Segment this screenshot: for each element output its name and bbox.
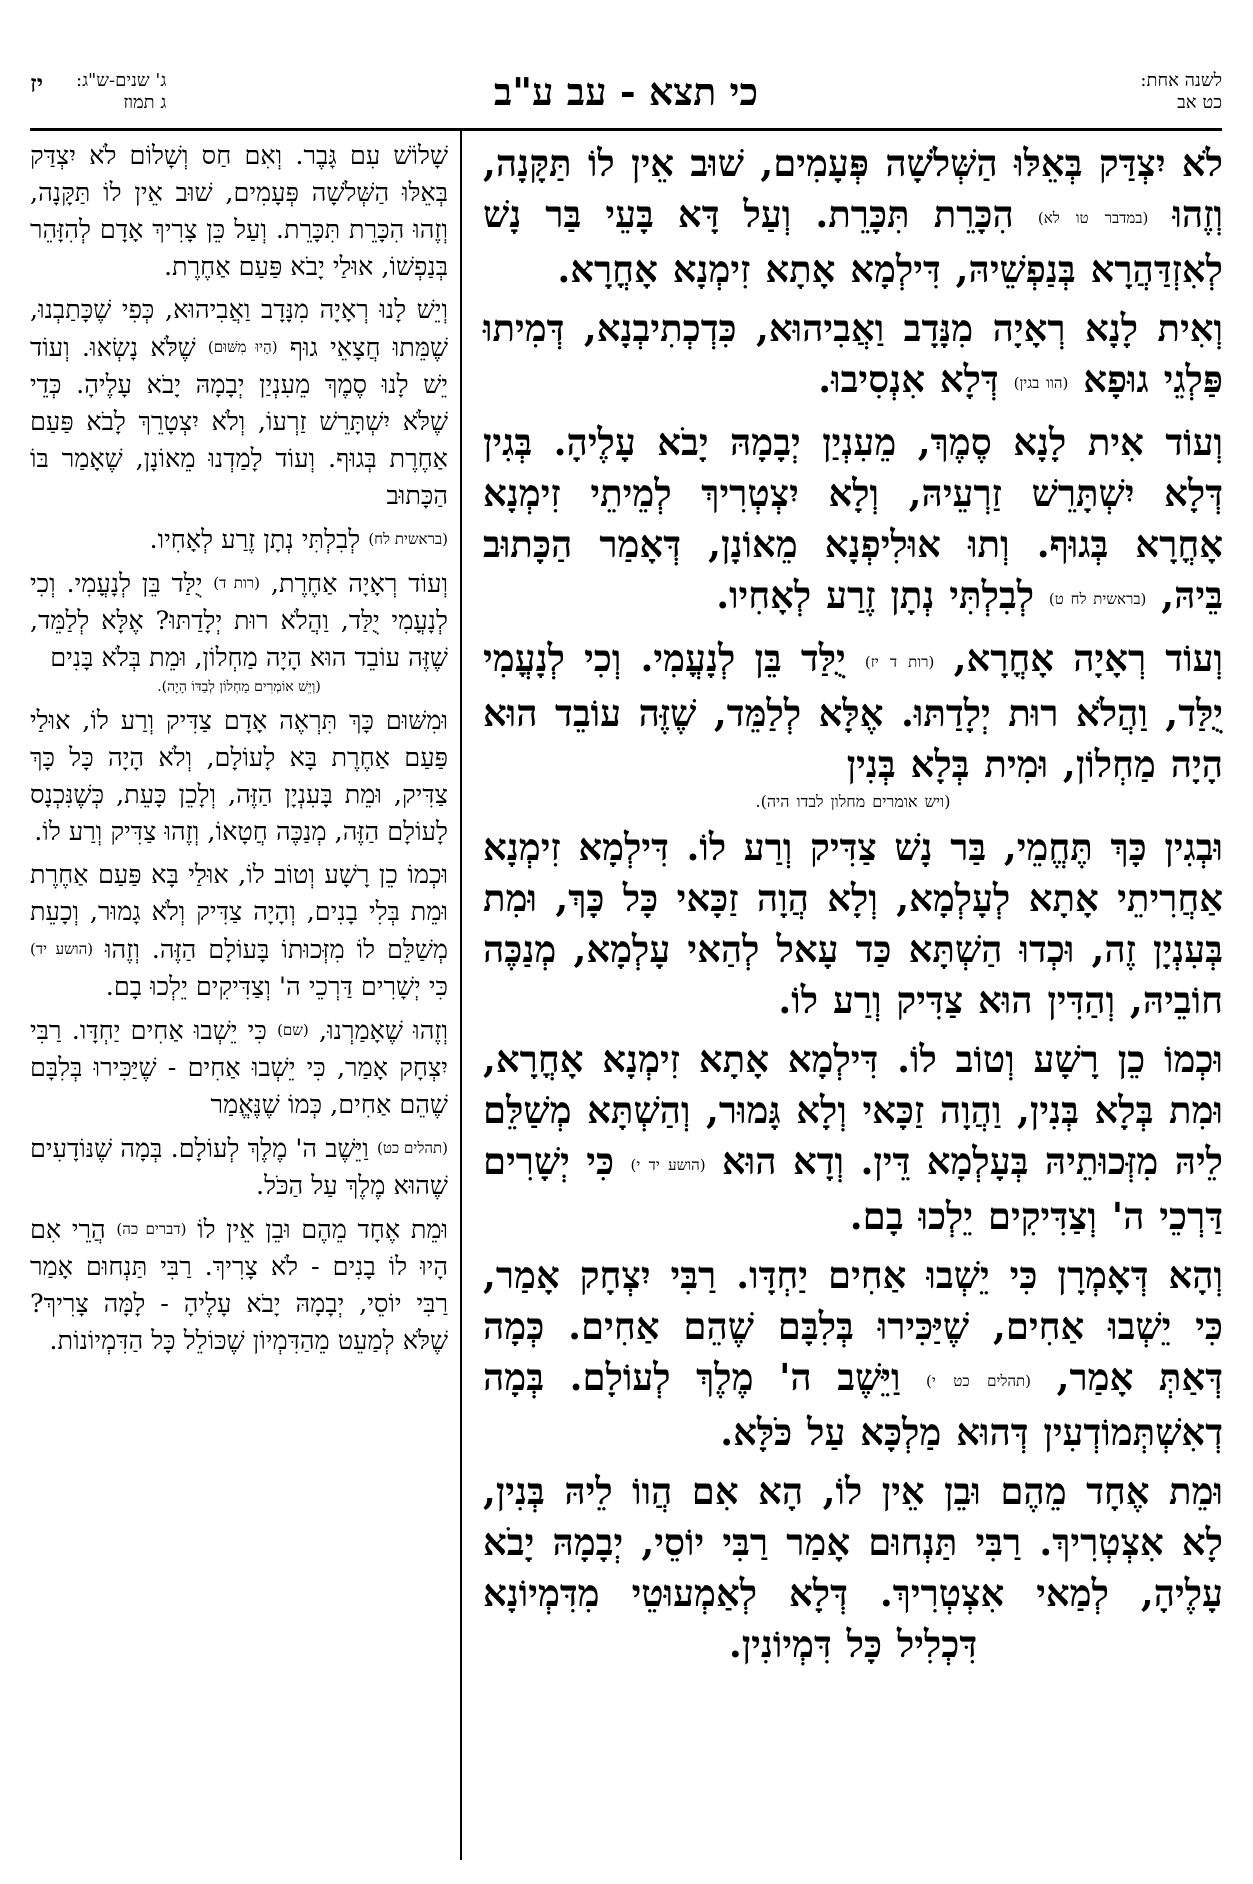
verse-reference: (דברים כה) xyxy=(116,1220,187,1238)
page-number: יז xyxy=(30,69,43,98)
text-segment: שֶׁלֹּא נָשְׂאוּ. וְעוֹד יֵשׁ לָנוּ סֶמֶךְ מֵעִנְיַן יְבָמָהּ יָבֹא עָלֶיהָ. כְּדֵי שֶׁלֹּא יִשְׁתָּרֵשׁ זַרְעוֹ, וְלֹא יִצְטָרֵךְ לָבֹא פַּעַם אַחֶרֶת בְּגוּף. וְעוֹד לָמַדְנוּ מֵאוֹנָן, שֶׁאָמַר בּוֹ הַכָּתוּב xyxy=(30,333,448,511)
bracketed-note: (וְיֵשׁ אוֹמְרִים מַחְלוֹן לְבַדּוֹ הָיָה). xyxy=(157,679,321,695)
schedule-label: לשנה אחת: xyxy=(1140,70,1222,91)
column-divider xyxy=(460,130,462,1860)
zohar-paragraph xyxy=(483,417,1223,625)
text-segment: הִכָּרֵת תִּכָּרֵת. וְעַל דָּא בָּעֵי בַּר נָשׁ לְאִזְדַּהֲרָא בְּנַפְשֵׁיהּ, דִּילְמָא אָתָא זִימְנָא אָחֳרָא. xyxy=(483,192,1223,291)
translation-paragraph xyxy=(30,857,448,1006)
translation-paragraph xyxy=(30,565,448,697)
schedule-date: כט אב xyxy=(1177,92,1222,113)
zohar-paragraph xyxy=(483,1466,1223,1670)
text-segment: וַיֵּשֶׁב ה' מֶלֶךְ לְעוֹלָם. בְּמָה שֶׁנּוֹדָעִים שֶׁהוּא מֶלֶךְ עַל הַכֹּל. xyxy=(30,1134,448,1201)
commentary-column xyxy=(30,138,448,1366)
verse-reference: (הָיוּ מִשּׁוּם) xyxy=(207,338,278,356)
translation-paragraph xyxy=(30,292,448,515)
zohar-paragraph xyxy=(483,633,1223,814)
text-segment: וְאִית לָנָא רְאָיָה מִנָּדָב וַאֲבִיהוּא, כִּדְכְתִיבְנָא, דְּמִיתוּ פַּלְגֵי גוּפָא xyxy=(483,306,1223,401)
text-segment: לְבִלְתִּי נְתָן זֶרַע לְאָחִיו. xyxy=(149,525,361,555)
text-segment: וְזֶהוּ שֶׁאָמַרְנוּ, xyxy=(319,1016,449,1046)
zohar-paragraph xyxy=(483,1250,1223,1458)
page-title: כי תצא - עב ע"ב xyxy=(493,69,759,114)
page-header xyxy=(30,70,1222,124)
text-segment: כִּי יְשָׁרִים דַּרְכֵי ה' וְצַדִּיקִים יֵלְכוּ בָם. xyxy=(483,1139,1223,1238)
verse-reference: (שם) xyxy=(277,1021,309,1039)
text-segment: דְּלָא אִנְסִיבוּ. xyxy=(818,357,999,401)
text-segment: וְעוֹד רְאָיָה אַחֶרֶת, xyxy=(270,569,449,599)
text-segment: יֻלַּד בֵּן לְנָעֳמִי. וְכִי לְנָעֳמִי יֻלַּד, וַהֲלֹא רוּת יְלָדַתּוּ? אֶלָּא לְלַמֵּד, שֶׁזֶּה עוֹבֵד הוּא הָיָה מַחְלוֹן, וּמֵת בְּלֹא בָּנִים xyxy=(30,569,448,673)
verse-reference: (בראשית לח) xyxy=(368,530,448,548)
text-segment: וְעוֹד רְאָיָה אָחֳרָא, xyxy=(953,636,1223,680)
verse-reference: (רות ד יז) xyxy=(864,653,935,671)
header-rule xyxy=(30,128,1222,131)
text-segment: הֲרֵי אִם הָיוּ לוֹ בָנִים - לֹא צָרִיךְ. רַבִּי תַּנְחוּם אָמַר רַבִּי יוֹסֵי, יְבָמָהּ יָבֹא עָלֶיהָ - לָמָּה צָרִיךְ? שֶׁלֹּא לְמַעֵט מֵהַדִּמְיוֹן שֶׁכּוֹלֵל כָּל הַדִּמְיוֹנוֹת. xyxy=(30,1215,448,1356)
text-segment: וּכְמוֹ כֵן רָשָׁע וְטוֹב לוֹ, אוּלַי בָּא פַּעַם אַחֶרֶת וּמֵת בְּלִי בָנִים, וְהָיָה צַדִּיק וְלֹא גָמוּר, וְכָעֵת מְשַׁלֵּם לוֹ מִזְּכוּתוֹ בָּעוֹלָם הַזֶּה. וְזֶהוּ xyxy=(30,860,448,965)
translation-paragraph xyxy=(30,138,448,286)
zohar-paragraph xyxy=(483,303,1223,409)
text-segment: וְעוֹד אִית לָנָא סֶמֶךְ, מֵעִנְיַן יְבָמָהּ יָבֹא עָלֶיהָ. בְּגִין דְּלָא יִשְׁתָּרֵשׁ זַרְעֵיהּ, וְלָא יִצְטְרִיךְ לְמֵיתֵי זִימְנָא אָחֳרָא בְּגוּף. וְתוּ אוּלִיפְנָא מֵאוֹנָן, דְּאָמַר הַכָּתוּב בֵּיהּ, xyxy=(483,420,1223,617)
zohar-paragraph xyxy=(483,822,1223,1026)
bracketed-note: (ויש אומרים מחלון לבדו היה). xyxy=(755,792,951,811)
zohar-paragraph xyxy=(483,1034,1223,1242)
text-segment: וּכְמוֹ כֵן רָשָׁע וְטוֹב לוֹ. דִּילְמָא אָתָא זִימְנָא אָחֳרָא, וּמִת בְּלָא בְּנִין, וַהֲוָה זַכָּאי וְלָא גָּמוּר, וְהַשְׁתָּא מְשַׁלֵּם לֵיהּ מִזְּכוּתֵיהּ בְּעָלְמָא דֵּין. וְדָא הוּא xyxy=(483,1037,1223,1183)
text-segment: וּמֵת אֶחָד מֵהֶם וּבֵן אֵין לוֹ xyxy=(197,1215,449,1245)
text-segment: שָׁלוֹשׁ עִם גָּבֶר. וְאִם חַס וְשָׁלוֹם לֹא יִצְדַּק בְּאֵלּוּ הַשְּׁלֹשָׁה פְּעָמִים, שׁוּב אֵין לוֹ תַּקָּנָה, וְזֶהוּ הִכָּרֵת תִּכָּרֵת. וְעַל כֵּן צָרִיךְ אָדָם לְהִזָּהֵר בְּנַפְשׁוֹ, אוּלַי יָבֹא פַּעַם אַחֶרֶת. xyxy=(30,141,448,282)
translation-paragraph xyxy=(30,1012,448,1124)
translation-paragraph xyxy=(30,521,448,559)
text-segment: וּמֵת אֶחָד מֵהֶם וּבֵן אֵין לוֹ, הָא אִם הֲווֹ לֵיהּ בְּנִין, לָא אִצְטְרִיךְ. רַבִּי תַּנְחוּם אָמַר רַבִּי יוֹסֵי, יְבָמָהּ יָבֹא עָלֶיהָ, לְמַאי אִצְטְרִיךְ. דְּלָא לְאַמְעוּטֵי מִדִּמְיוֹנָא דִּכְלִיל כָּל דִּמְיוֹנִין. xyxy=(483,1469,1223,1666)
verse-reference: (רות ד) xyxy=(213,574,261,592)
text-segment: וְהָא דְּאָמְרָן כִּי יֵשְׁבוּ אַחִים יַחְדָּו. רַבִּי יִצְחָק אָמַר, כִּי יֵשְׁבוּ אַחִים, שֶׁיַּכִּירוּ בְּלִבָּם שֶׁהֵם אַחִים. כְּמָה דְּאַתְּ אָמַר, xyxy=(483,1253,1224,1399)
text-segment: כִּי יֵשְׁבוּ אַחִים יַחְדָּו. רַבִּי יִצְחָק אָמַר, כִּי יֵשְׁבוּ אַחִים - שֶׁיַּכִּירוּ בְּלִבָּם שֶׁהֵם אַחִים, כְּמוֹ שֶׁנֶּאֱמַר xyxy=(30,1016,448,1120)
main-text-column xyxy=(483,138,1223,1678)
zohar-paragraph xyxy=(483,138,1223,295)
verse-reference: (הושע יד י) xyxy=(630,1156,706,1174)
text-segment: יֻלַּד בֵּן לְנָעֳמִי. וְכִי לְנָעֳמִי יֻלַּד, וַהֲלֹא רוּת יְלָדַתּוּ. אֶלָּא לְלַמֵּד, שֶׁזֶּה עוֹבֵד הוּא הָיָה מַחְלוֹן, וּמִית בְּלָא בְּנִין xyxy=(483,636,1223,786)
translation-paragraph xyxy=(30,1211,448,1360)
text-segment: לְבִלְתִּי נְתָן זֶרַע לְאָחִיו. xyxy=(716,573,1035,617)
verse-reference: (בראשית לח ט) xyxy=(1048,590,1147,608)
schedule-label: ג' שנים-ש"ג: xyxy=(76,70,167,91)
translation-paragraph xyxy=(30,703,448,851)
verse-reference: (תהלים כט י) xyxy=(926,1372,1032,1390)
verse-reference: (הושע יד) xyxy=(30,940,94,958)
text-segment: כִּי יְשָׁרִים דַּרְכֵי ה' וְצַדִּיקִים יֵלְכוּ בָם. xyxy=(105,972,448,1002)
verse-reference: (הוו בגין) xyxy=(1013,374,1069,392)
verse-reference: (תהלים כט) xyxy=(376,1139,448,1157)
text-segment: לֹא יִצְדַּק בְּאֵלּוּ הַשְּׁלֹשָׁה פְּעָמִים, שׁוּב אֵין לוֹ תַּקָּנָה, וְזֶהוּ xyxy=(483,141,1223,236)
text-segment: וְיֵשׁ לָנוּ רְאָיָה מִנָּדָב וַאֲבִיהוּא, כְּפִי שֶׁכָּתַבְנוּ, שֶׁמֵּתוּ חֲצָאֵי גוּף xyxy=(30,295,448,363)
study-schedule-three-years xyxy=(76,70,166,114)
schedule-date: ג תמוז xyxy=(123,92,167,113)
text-segment: וַיֵּשֶׁב ה' מֶלֶךְ לְעוֹלָם. בְּמָה דְאִשְׁתְּמוֹדְעִין דְּהוּא מַלְכָּא עַל כֹּלָּא. xyxy=(483,1355,1223,1454)
translation-paragraph xyxy=(30,1130,448,1205)
verse-reference: (במדבר טו לא) xyxy=(1037,209,1149,227)
text-segment: וּמִשּׁוּם כָּךְ תִּרְאֶה אָדָם צַדִּיק וְרַע לוֹ, אוּלַי פַּעַם אַחֶרֶת בָּא לָעוֹלָם, וְלֹא הָיָה כָּל כָּךְ צַדִּיק, וּמֵת בָּעִנְיָן הַזֶּה, וְלָכֵן כָּעֵת, כְּשֶׁנִּכְנָס לָעוֹלָם הַזֶּה, מְנַכֶּה חֲטָאוֹ, וְזֶהוּ צַדִּיק וְרַע לוֹ. xyxy=(30,706,448,847)
text-segment: וּבְגִין כָּךְ תֶּחֱמֵי, בַּר נָשׁ צַדִּיק וְרַע לוֹ. דִּילְמָא זִימְנָא אַחֲרִיתֵי אָתָא לְעָלְמָא, וְלָא הֲוָה זַכָּאי כָּל כָּךְ, וּמִת בְּעִנְיָן זֶה, וּכְדוּ הַשְׁתָּא כַּד עָאל לְהַאי עָלְמָא, מְנַכֶּה חוֹבֵיהּ, וְהַדִּין הוּא צַדִּיק וְרַע לוֹ. xyxy=(483,825,1223,1022)
